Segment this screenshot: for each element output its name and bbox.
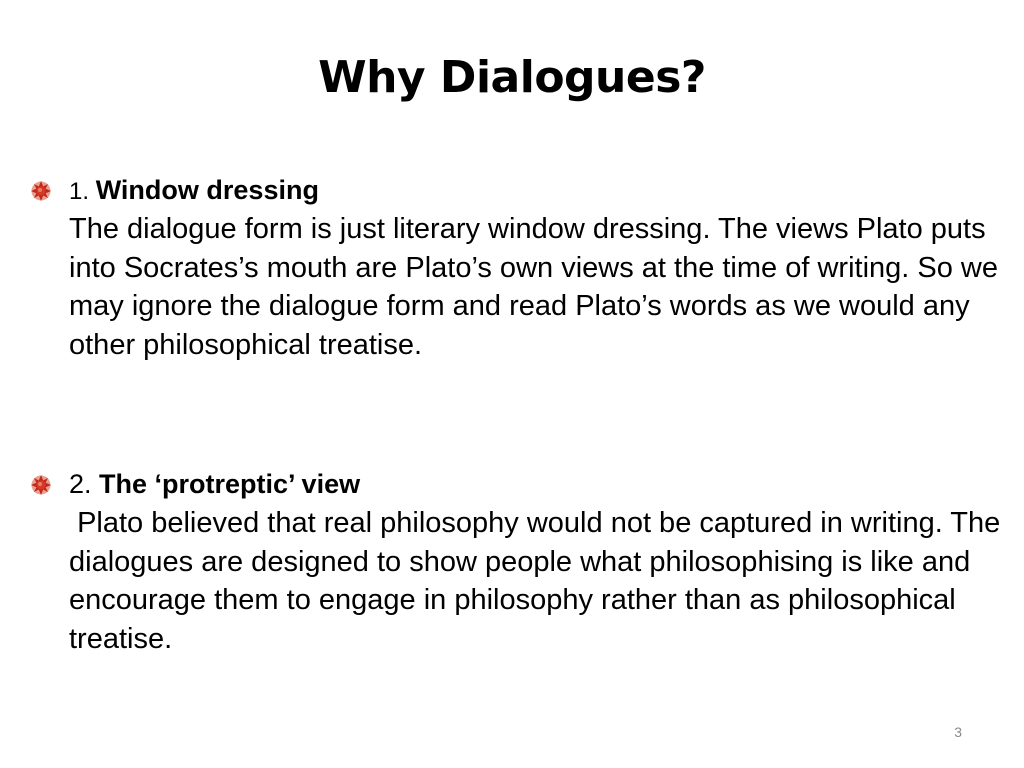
bullet-number: 2.	[69, 469, 100, 499]
bullet-heading-title: Window dressing	[95, 175, 319, 205]
bullet-body-text: Plato believed that real philosophy would not be captured in writing. The dialogues are designed to show people what philosophising is like and encourage them to engage in philosophy rather than as philosophical treatise.	[69, 507, 1009, 655]
bullet-heading-row	[30, 172, 1010, 208]
bullet-body-text: The dialogue form is just literary window dressing. The views Plato puts into Socrates’s mouth are Plato’s own views at the time of writing. So we may ignore the dialogue form and read Plato’s words as we would any other philosophical treatise.	[69, 213, 998, 361]
page-number: 3	[954, 724, 962, 740]
bullet-number: 1.	[69, 178, 96, 205]
bullet-heading-text	[69, 466, 360, 502]
bullet-heading-text	[69, 172, 319, 210]
bullet-item-protreptic-view	[30, 466, 1010, 658]
bullet-heading-row	[30, 466, 1010, 502]
starburst-bullet-icon	[30, 474, 52, 496]
bullet-item-window-dressing	[30, 172, 1010, 364]
bullet-heading-title: The ‘protreptic’ view	[99, 469, 361, 499]
starburst-bullet-icon	[30, 180, 52, 202]
slide-title: Why Dialogues?	[318, 52, 706, 103]
